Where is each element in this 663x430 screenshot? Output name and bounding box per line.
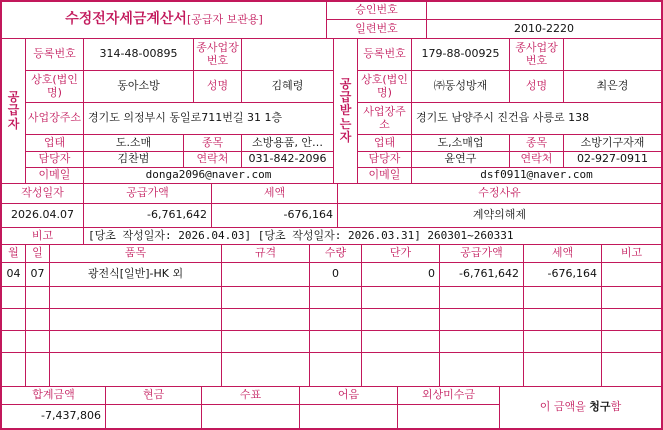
- supplier-item-label: 종목: [184, 135, 242, 152]
- row1-supply: -6,761,642: [440, 263, 524, 287]
- supplier-name: 김혜령: [242, 71, 334, 103]
- serial-value: 2010-2220: [427, 20, 661, 39]
- invoice-title: [2, 2, 327, 39]
- total-value: -7,437,806: [2, 405, 106, 428]
- supplier-manager-label: 담당자: [26, 152, 84, 168]
- buyer-address: 경기도 남양주시 진건읍 사릉로 138: [412, 103, 661, 135]
- supply-value: -6,761,642: [84, 204, 212, 228]
- bill-label: 어음: [300, 387, 398, 405]
- row1-price: 0: [362, 263, 440, 287]
- col-supply-header: 공급가액: [440, 245, 524, 263]
- reason-label: 수정사유: [338, 184, 661, 204]
- supplier-reg-label: 등록번호: [26, 39, 84, 71]
- buyer-biztype-label: 업태: [358, 135, 412, 152]
- buyer-company: ㈜동성방재: [412, 71, 510, 103]
- row1-qty: 0: [310, 263, 362, 287]
- supplier-email-label: 이메일: [26, 168, 84, 184]
- supplier-biztype: 도.소매: [84, 135, 184, 152]
- supplier-company-label: 상호(법인명): [26, 71, 84, 103]
- credit-value: [398, 405, 500, 428]
- claim-statement: [500, 387, 661, 428]
- supplier-item: 소방용품, 안…: [242, 135, 334, 152]
- claim-suffix: 함: [610, 400, 622, 414]
- title-text: 수정전자세금계산서: [65, 11, 187, 28]
- bill-value: [300, 405, 398, 428]
- buyer-name: 최은경: [564, 71, 661, 103]
- supplier-reg-no: 314-48-00895: [84, 39, 194, 71]
- claim-prefix: 이 금액을: [539, 400, 586, 414]
- approval-value: [427, 2, 661, 20]
- buyer-manager: 윤연구: [412, 152, 510, 168]
- claim-word: 청구: [589, 400, 611, 414]
- row1-note: [602, 263, 661, 287]
- tax-value: -676,164: [212, 204, 338, 228]
- buyer-name-label: 성명: [510, 71, 564, 103]
- date-label: 작성일자: [2, 184, 84, 204]
- col-day-header: 일: [26, 245, 50, 263]
- supplier-biztype-label: 업태: [26, 135, 84, 152]
- buyer-email-label: 이메일: [358, 168, 412, 184]
- supplier-side-label: [2, 39, 26, 184]
- side-char: 급: [7, 103, 20, 118]
- cash-label: 현금: [106, 387, 202, 405]
- supplier-branch-label: 종사업장번호: [194, 39, 242, 71]
- empty-item-rows: [2, 287, 661, 387]
- col-note-header: 비고: [602, 245, 661, 263]
- buyer-manager-label: 담당자: [358, 152, 412, 168]
- reason-value: 계약의해제: [338, 204, 661, 228]
- supply-label: 공급가액: [84, 184, 212, 204]
- buyer-side-label: [334, 39, 358, 184]
- supplier-contact: 031-842-2096: [242, 152, 334, 168]
- title-subtitle: [공급자 보관용]: [186, 12, 263, 26]
- row1-day: 07: [26, 263, 50, 287]
- serial-label: 일련번호: [327, 20, 427, 39]
- buyer-address-label: 사업장주소: [358, 103, 412, 135]
- side-char: 공: [339, 77, 352, 92]
- buyer-contact: 02-927-0911: [564, 152, 661, 168]
- note-value: [당초 작성일자: 2026.04.03] [당초 작성일자: 2026.03.31] 260301~260331: [84, 228, 661, 245]
- supplier-branch-no: [242, 39, 334, 71]
- buyer-email: dsf0911@naver.com: [412, 168, 661, 184]
- cash-value: [106, 405, 202, 428]
- buyer-branch-label: 종사업장번호: [510, 39, 564, 71]
- row1-item: 광전식[일반]-HK 외: [50, 263, 222, 287]
- credit-label: 외상미수금: [398, 387, 500, 405]
- tax-label: 세액: [212, 184, 338, 204]
- supplier-address-label: 사업장주소: [26, 103, 84, 135]
- check-label: 수표: [202, 387, 300, 405]
- supplier-address: 경기도 의정부시 동일로711번길 31 1층: [84, 103, 334, 135]
- supplier-name-label: 성명: [194, 71, 242, 103]
- row1-tax: -676,164: [524, 263, 602, 287]
- buyer-reg-label: 등록번호: [358, 39, 412, 71]
- buyer-item-label: 종목: [510, 135, 564, 152]
- supplier-company: 동아소방: [84, 71, 194, 103]
- side-char: 공: [7, 90, 20, 105]
- side-char: 는: [339, 116, 352, 131]
- col-tax-header: 세액: [524, 245, 602, 263]
- total-label: 합계금액: [2, 387, 106, 405]
- col-spec-header: 규격: [222, 245, 310, 263]
- buyer-reg-no: 179-88-00925: [412, 39, 510, 71]
- buyer-item: 소방기구자재: [564, 135, 661, 152]
- col-month-header: 월: [2, 245, 26, 263]
- col-price-header: 단가: [362, 245, 440, 263]
- side-char: 받: [339, 103, 352, 118]
- note-label: 비고: [2, 228, 84, 245]
- approval-label: 승인번호: [327, 2, 427, 20]
- side-char: 급: [339, 90, 352, 105]
- supplier-contact-label: 연락처: [184, 152, 242, 168]
- buyer-branch-no: [564, 39, 661, 71]
- check-value: [202, 405, 300, 428]
- buyer-biztype: 도,소매업: [412, 135, 510, 152]
- side-char: 자: [7, 116, 20, 131]
- buyer-contact-label: 연락처: [510, 152, 564, 168]
- side-char: 자: [339, 129, 352, 144]
- col-item-header: 품목: [50, 245, 222, 263]
- supplier-manager: 김찬범: [84, 152, 184, 168]
- supplier-email: donga2096@naver.com: [84, 168, 334, 184]
- row1-month: 04: [2, 263, 26, 287]
- col-qty-header: 수량: [310, 245, 362, 263]
- row1-spec: [222, 263, 310, 287]
- buyer-company-label: 상호(법인명): [358, 71, 412, 103]
- date-value: 2026.04.07: [2, 204, 84, 228]
